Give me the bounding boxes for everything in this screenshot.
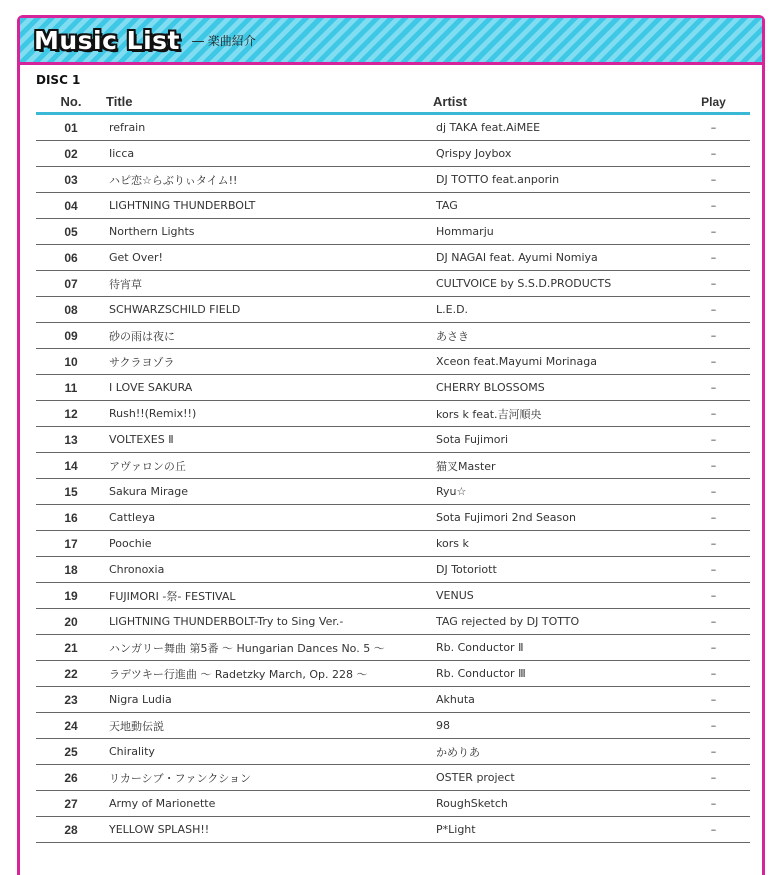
track-number: 14 [36,453,106,479]
track-number: 13 [36,427,106,453]
track-title: Cattleya [106,505,433,531]
table-header-row [36,91,750,114]
track-title: Poochie [106,531,433,557]
music-table [36,91,750,843]
track-number: 11 [36,375,106,401]
play-indicator: – [677,765,750,791]
track-artist: OSTER project [433,765,677,791]
track-title: Chirality [106,739,433,765]
track-title: アヴァロンの丘 [106,453,433,479]
column-header-play: Play [677,91,750,114]
track-artist: L.E.D. [433,297,677,323]
track-artist: Sota Fujimori [433,427,677,453]
play-indicator: – [677,167,750,193]
music-table-body [36,114,750,843]
track-artist: かめりあ [433,739,677,765]
track-number: 08 [36,297,106,323]
column-header-artist: Artist [433,91,677,114]
play-indicator: – [677,297,750,323]
table-row [36,765,750,791]
disc-label: DISC 1 [36,73,81,87]
table-row [36,375,750,401]
track-number: 22 [36,661,106,687]
play-indicator: – [677,193,750,219]
table-row [36,453,750,479]
play-indicator: – [677,583,750,609]
table-row [36,713,750,739]
column-header-title: Title [106,91,433,114]
track-title: Northern Lights [106,219,433,245]
track-artist: DJ Totoriott [433,557,677,583]
track-title: 待宵草 [106,271,433,297]
track-title: Army of Marionette [106,791,433,817]
column-header-no: No. [36,91,106,114]
table-row [36,114,750,141]
track-number: 10 [36,349,106,375]
track-title: YELLOW SPLASH!! [106,817,433,843]
track-artist: Rb. Conductor Ⅱ [433,635,677,661]
track-title: ラデツキー行進曲 〜 Radetzky March, Op. 228 〜 [106,661,433,687]
track-title: FUJIMORI -祭- FESTIVAL [106,583,433,609]
table-row [36,297,750,323]
play-indicator: – [677,531,750,557]
table-row [36,687,750,713]
track-number: 05 [36,219,106,245]
track-artist: P*Light [433,817,677,843]
play-indicator: – [677,505,750,531]
track-artist: DJ TOTTO feat.anporin [433,167,677,193]
track-number: 28 [36,817,106,843]
table-row [36,427,750,453]
track-title: Get Over! [106,245,433,271]
table-row [36,791,750,817]
track-title: Sakura Mirage [106,479,433,505]
track-number: 17 [36,531,106,557]
table-row [36,557,750,583]
track-title: VOLTEXES Ⅱ [106,427,433,453]
music-list-subtitle: ― 楽曲紹介 [191,33,256,48]
table-row [36,505,750,531]
table-row [36,349,750,375]
track-artist: Akhuta [433,687,677,713]
play-indicator: – [677,245,750,271]
play-indicator: – [677,219,750,245]
track-title: refrain [106,114,433,141]
play-indicator: – [677,739,750,765]
track-artist: 98 [433,713,677,739]
play-indicator: – [677,687,750,713]
track-number: 18 [36,557,106,583]
table-row [36,817,750,843]
track-number: 21 [36,635,106,661]
table-row [36,661,750,687]
table-row [36,635,750,661]
track-title: ハンガリー舞曲 第5番 〜 Hungarian Dances No. 5 〜 [106,635,433,661]
track-number: 27 [36,791,106,817]
track-artist: Rb. Conductor Ⅲ [433,661,677,687]
table-row [36,323,750,349]
table-row [36,583,750,609]
track-artist: あさき [433,323,677,349]
track-number: 06 [36,245,106,271]
track-artist: VENUS [433,583,677,609]
table-row [36,531,750,557]
track-title: I LOVE SAKURA [106,375,433,401]
track-number: 12 [36,401,106,427]
play-indicator: – [677,141,750,167]
track-number: 26 [36,765,106,791]
track-artist: 猫叉Master [433,453,677,479]
play-indicator: – [677,791,750,817]
track-artist: RoughSketch [433,791,677,817]
play-indicator: – [677,817,750,843]
track-number: 04 [36,193,106,219]
table-row [36,739,750,765]
play-indicator: – [677,557,750,583]
play-indicator: – [677,114,750,141]
play-indicator: – [677,427,750,453]
track-number: 23 [36,687,106,713]
track-number: 19 [36,583,106,609]
table-row [36,167,750,193]
track-number: 15 [36,479,106,505]
table-row [36,479,750,505]
track-artist: dj TAKA feat.AiMEE [433,114,677,141]
track-number: 16 [36,505,106,531]
track-number: 09 [36,323,106,349]
table-row [36,219,750,245]
track-number: 20 [36,609,106,635]
track-title: 砂の雨は夜に [106,323,433,349]
track-artist: DJ NAGAI feat. Ayumi Nomiya [433,245,677,271]
track-number: 24 [36,713,106,739]
track-artist: TAG [433,193,677,219]
track-number: 03 [36,167,106,193]
track-title: ハピ恋☆らぶりぃタイム!! [106,167,433,193]
play-indicator: – [677,713,750,739]
track-artist: CULTVOICE by S.S.D.PRODUCTS [433,271,677,297]
track-title: Nigra Ludia [106,687,433,713]
table-row [36,193,750,219]
music-list-logo: Music List [34,25,180,55]
play-indicator: – [677,635,750,661]
track-title: LIGHTNING THUNDERBOLT-Try to Sing Ver.- [106,609,433,635]
table-row [36,401,750,427]
track-number: 25 [36,739,106,765]
track-artist: Ryu☆ [433,479,677,505]
play-indicator: – [677,661,750,687]
track-title: Iicca [106,141,433,167]
table-row [36,245,750,271]
track-title: サクラヨゾラ [106,349,433,375]
music-list-panel [17,15,765,875]
table-row [36,271,750,297]
track-artist: kors k [433,531,677,557]
track-artist: Sota Fujimori 2nd Season [433,505,677,531]
track-number: 02 [36,141,106,167]
play-indicator: – [677,453,750,479]
play-indicator: – [677,401,750,427]
track-artist: kors k feat.吉河順央 [433,401,677,427]
play-indicator: – [677,609,750,635]
track-title: LIGHTNING THUNDERBOLT [106,193,433,219]
track-artist: CHERRY BLOSSOMS [433,375,677,401]
track-title: SCHWARZSCHILD FIELD [106,297,433,323]
track-artist: Xceon feat.Mayumi Morinaga [433,349,677,375]
play-indicator: – [677,349,750,375]
track-title: リカーシブ・ファンクション [106,765,433,791]
track-artist: Hommarju [433,219,677,245]
track-number: 01 [36,114,106,141]
track-number: 07 [36,271,106,297]
play-indicator: – [677,271,750,297]
play-indicator: – [677,375,750,401]
track-title: Chronoxia [106,557,433,583]
table-row [36,609,750,635]
music-list-header [20,18,762,65]
table-row [36,141,750,167]
play-indicator: – [677,323,750,349]
play-indicator: – [677,479,750,505]
track-title: 天地動伝説 [106,713,433,739]
track-title: Rush!!(Remix!!) [106,401,433,427]
track-artist: TAG rejected by DJ TOTTO [433,609,677,635]
track-artist: Qrispy Joybox [433,141,677,167]
